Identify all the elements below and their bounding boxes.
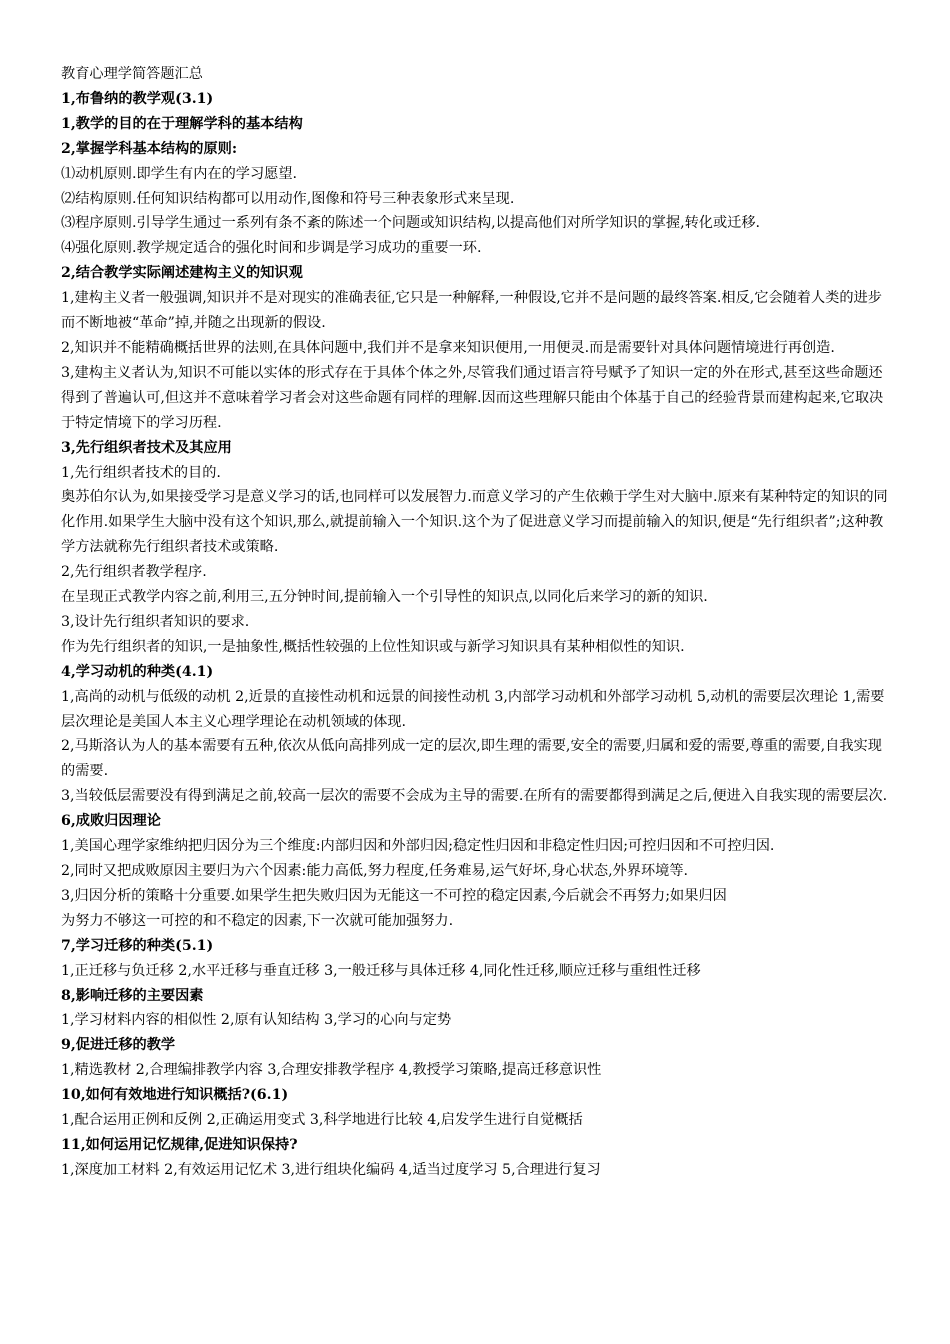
paragraph-line: 3,当较低层需要没有得到满足之前,较高一层次的需要不会成为主导的需要.在所有的需要都得到满足之后,便进入自我实现的需要层次. [61, 788, 888, 805]
paragraph-line: 1,美国心理学家维纳把归因分为三个维度:内部归因和外部归因;稳定性归因和非稳定性归因;可控归因和不可控归因. [61, 838, 775, 855]
paragraph-line: 1,学习材料内容的相似性 2,原有认知结构 3,学习的心向与定势 [61, 1012, 452, 1029]
document-page [61, 62, 893, 1183]
section-heading: 11,如何运用记忆规律,促进知识保持? [61, 1136, 298, 1153]
section-heading: 4,学习动机的种类(4.1) [61, 663, 214, 680]
paragraph-line: 1,配合运用正例和反例 2,正确运用变式 3,科学地进行比较 4,启发学生进行自觉概括 [61, 1112, 583, 1129]
section-heading: 6,成败归因理论 [61, 813, 161, 830]
paragraph-line: ⑶程序原则.引导学生通过一系列有条不紊的陈述一个问题或知识结构,以提高他们对所学知识的掌握,转化或迁移. [61, 215, 761, 232]
section-heading: 2,结合教学实际阐述建构主义的知识观 [61, 265, 303, 282]
paragraph-line: 1,深度加工材料 2,有效运用记忆术 3,进行组块化编码 4,适当过度学习 5,合理进行复习 [61, 1161, 601, 1178]
section-heading: 8,影响迁移的主要因素 [61, 987, 204, 1004]
paragraph-line: ⑷强化原则.教学规定适合的强化时间和步调是学习成功的重要一环. [61, 240, 482, 257]
paragraph-line: 在呈现正式教学内容之前,利用三,五分钟时间,提前输入一个引导性的知识点,以同化后来学习的新的知识. [61, 589, 708, 606]
paragraph-line: 1,高尚的动机与低级的动机 2,近景的直接性动机和远景的间接性动机 3,内部学习动机和外部学习动机 5,动机的需要层次理论 1,需要层次理论是美国人本主义心理学理论在动机领域的体现. [61, 688, 885, 730]
paragraph-line: 为努力不够这一可控的和不稳定的因素,下一次就可能加强努力. [61, 912, 454, 929]
paragraph-line: 1,正迁移与负迁移 2,水平迁移与垂直迁移 3,一般迁移与具体迁移 4,同化性迁移,顺应迁移与重组性迁移 [61, 962, 701, 979]
paragraph-line: 3,归因分析的策略十分重要.如果学生把失败归因为无能这一不可控的稳定因素,今后就会不再努力;如果归因 [61, 887, 727, 904]
section-heading: 3,先行组织者技术及其应用 [61, 439, 232, 456]
paragraph-line: 1,精选教材 2,合理编排教学内容 3,合理安排教学程序 4,教授学习策略,提高迁移意识性 [61, 1062, 602, 1079]
section-heading: 2,掌握学科基本结构的原则: [61, 140, 238, 157]
section-heading: 1,教学的目的在于理解学科的基本结构 [61, 115, 303, 132]
document-body [61, 87, 893, 1183]
section-heading: 7,学习迁移的种类(5.1) [61, 937, 214, 954]
document-title: 教育心理学简答题汇总 [61, 66, 203, 82]
paragraph-line: 2,马斯洛认为人的基本需要有五种,依次从低向高排列成一定的层次,即生理的需要,安全的需要,归属和爱的需要,尊重的需要,自我实现的需要. [61, 738, 882, 780]
paragraph-line: ⑵结构原则.任何知识结构都可以用动作,图像和符号三种表象形式来呈现. [61, 190, 515, 207]
section-heading: 1,布鲁纳的教学观(3.1) [61, 90, 214, 107]
paragraph-line: 2,先行组织者教学程序. [61, 564, 207, 581]
section-heading: 10,如何有效地进行知识概括?(6.1) [61, 1087, 289, 1104]
paragraph-line: 3,建构主义者认为,知识不可能以实体的形式存在于具体个体之外,尽管我们通过语言符号赋予了知识一定的外在形式,甚至这些命题还得到了普遍认可,但这并不意味着学习者会对这些命题有同样的理解.因而这些理解只能由个体基于自己的经验背景而建构起来,它取决于特定情境下的学习历程. [61, 364, 884, 431]
paragraph-line: 2,知识并不能精确概括世界的法则,在具体问题中,我们并不是拿来知识便用,一用便灵.而是需要针对具体问题情境进行再创造. [61, 339, 835, 356]
section-heading: 9,促进迁移的教学 [61, 1037, 176, 1054]
paragraph-line: 1,先行组织者技术的目的. [61, 464, 221, 481]
paragraph-line: 3,设计先行组织者知识的要求. [61, 613, 250, 630]
paragraph-line: 2,同时又把成败原因主要归为六个因素:能力高低,努力程度,任务难易,运气好坏,身心状态,外界环境等. [61, 863, 689, 879]
paragraph-line: 1,建构主义者一般强调,知识并不是对现实的准确表征,它只是一种解释,一种假设,它并不是问题的最终答案.相反,它会随着人类的进步而不断地被“革命”掉,并随之出现新的假设. [61, 290, 882, 332]
paragraph-line: 奥苏伯尔认为,如果接受学习是意义学习的话,也同样可以发展智力.而意义学习的产生依赖于学生对大脑中.原来有某种特定的知识的同化作用.如果学生大脑中没有这个知识,那么,就提前输入一个知识.这个为了促进意义学习而提前输入的知识,便是“先行组织者”;这种教学方法就称先行组织者技术或策略. [61, 489, 888, 556]
paragraph-line: 作为先行组织者的知识,一是抽象性,概括性较强的上位性知识或与新学习知识具有某种相似性的知识. [61, 638, 685, 655]
paragraph-line: ⑴动机原则.即学生有内在的学习愿望. [61, 165, 298, 182]
